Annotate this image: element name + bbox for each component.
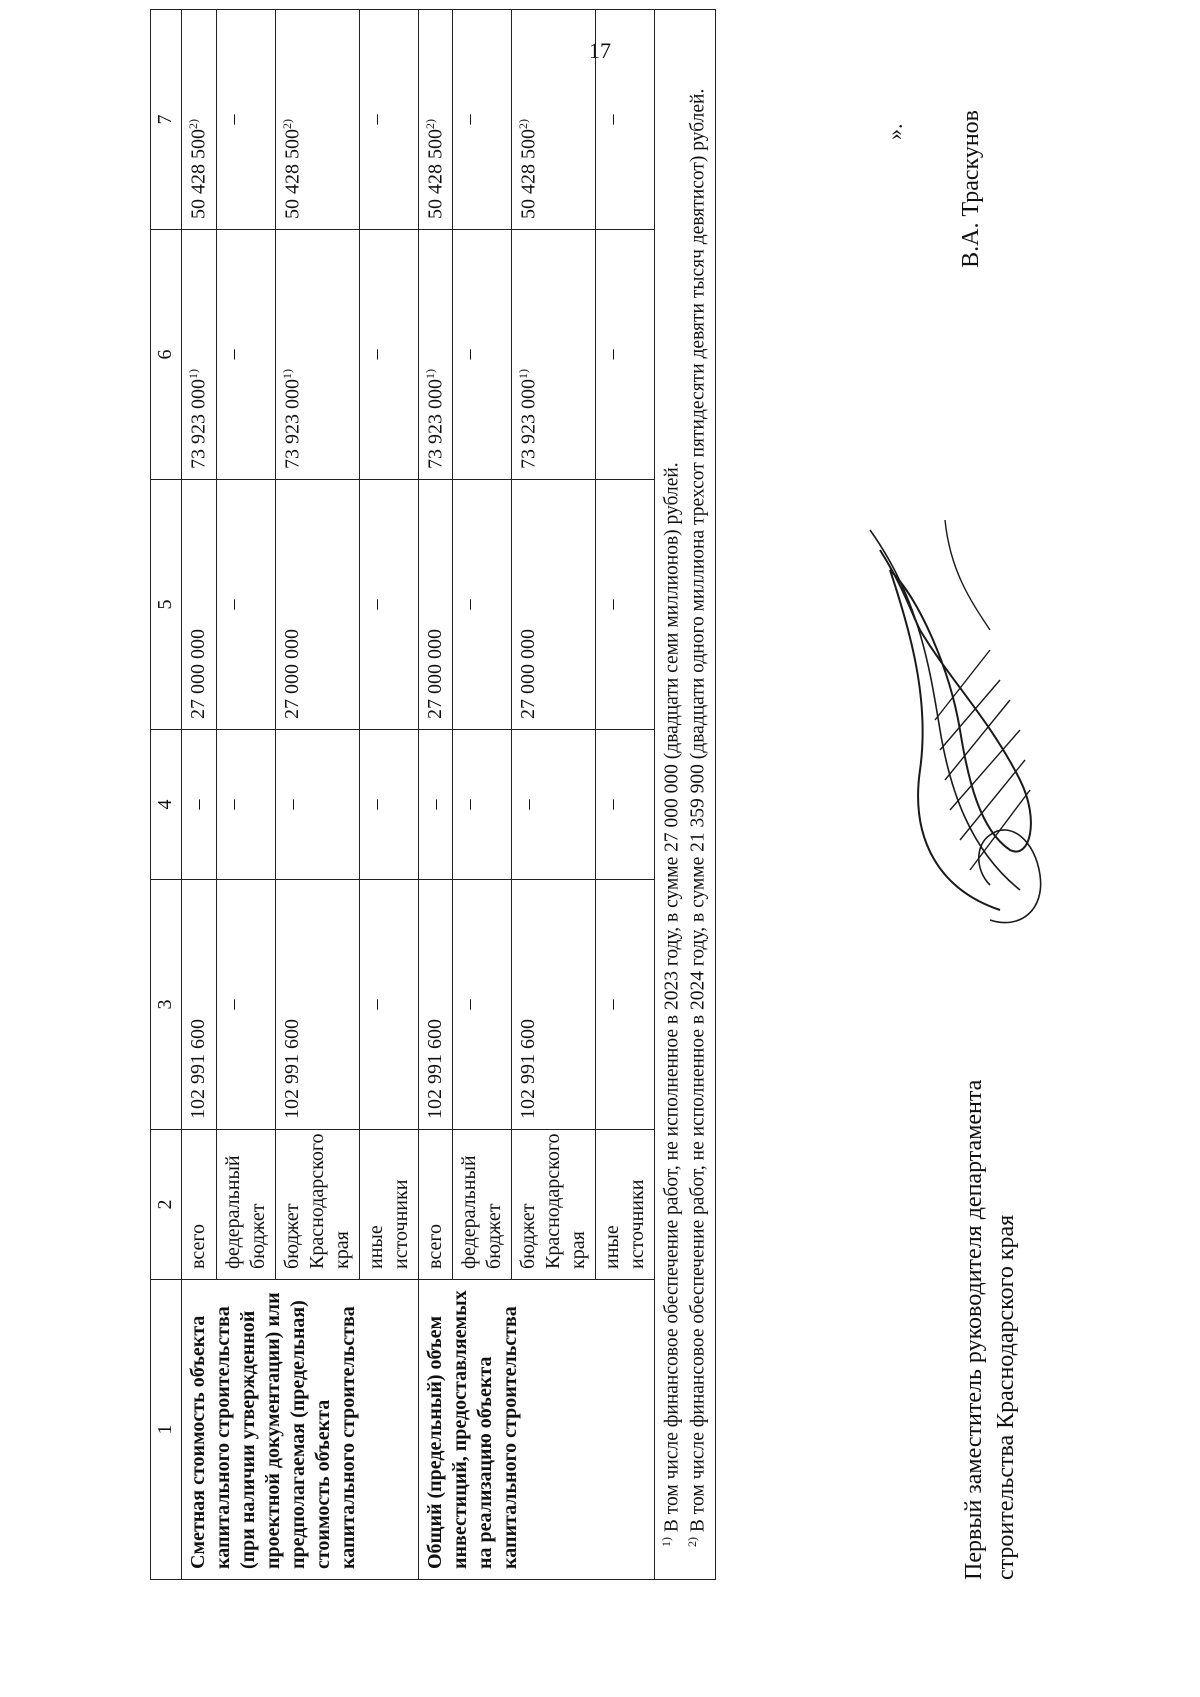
funding-source [359,1130,418,1280]
footnote [685,20,711,1569]
amount-cell-value: – [280,799,303,810]
amount-cell-value: – [601,349,624,360]
column-number: 7 [151,10,182,230]
amount-cell [216,730,275,880]
amount-cell [359,880,418,1130]
column-number: 4 [151,730,182,880]
amount-cell [453,230,512,480]
amount-cell-value: – [364,799,387,810]
amount-cell-value: 102 991 600 [187,1019,209,1119]
amount-cell-value: – [364,114,387,125]
amount-cell [596,480,655,730]
footnote-mark: 1) [422,369,437,379]
amount-cell [418,10,453,230]
footnote-mark: 2) [422,119,437,129]
amount-cell [596,730,655,880]
amount-cell [182,480,217,730]
amount-cell-value: – [458,599,481,610]
landscape-content [150,88,1050,1580]
funding-source-value: бюджет Краснодарского края [280,1133,353,1269]
amount-cell-value: – [221,349,244,360]
amount-cell-value: – [458,999,481,1010]
indicator-label: Сметная стоимость объекта капитального строительства (при наличии утвержденной проектной документации) или предполагаемая (предельная) стоимость объекта капитального строительства [182,1280,419,1580]
amount-cell [275,480,359,730]
amount-cell [512,730,596,880]
amount-cell-value: 102 991 600 [423,1019,446,1119]
footnotes [655,10,716,1580]
amount-cell-value: – [458,349,481,360]
funding-source [216,1130,275,1280]
amount-cell-value: 27 000 000 [187,629,209,719]
amount-cell [453,10,512,230]
footnote-mark: 1) [659,1537,674,1547]
amount-cell-value: – [221,799,244,810]
amount-cell-value: – [423,799,446,810]
amount-cell [359,480,418,730]
amount-cell-value: 73 923 000 [281,379,304,469]
column-number: 5 [151,480,182,730]
table-row [418,10,453,1580]
funding-source-value: иные источники [601,1179,649,1269]
amount-cell [512,230,596,480]
amount-cell [418,880,453,1130]
funding-source [512,1130,596,1280]
footnote [659,20,685,1569]
footnotes-row [655,10,716,1580]
table-row [182,10,217,1580]
amount-cell-value: – [187,799,209,810]
footnote-text: В том числе финансовое обеспечение работ, не исполненное в 2023 году, в сумме 27 000 000 (двадцати семи миллионов) рублей. [661,462,683,1533]
column-number-row [151,10,182,1580]
amount-cell-value: 73 923 000 [424,379,447,469]
amount-cell-value: 50 428 500 [517,129,540,219]
amount-cell [216,880,275,1130]
funding-source-value: всего [423,1223,446,1269]
amount-cell-value: 50 428 500 [187,129,210,219]
amount-cell-value: 102 991 600 [280,1019,303,1119]
amount-cell-value: – [364,599,387,610]
amount-cell [182,230,217,480]
indicator-label: Общий (предельный) объем инвестиций, предоставляемых на реализацию объекта капитального строительства [418,1280,655,1580]
amount-cell [418,230,453,480]
handwritten-signature [850,510,1070,930]
funding-source-value: иные источники [364,1179,412,1269]
amount-cell [418,730,453,880]
funding-source [453,1130,512,1280]
amount-cell [596,230,655,480]
funding-source-value: федеральный бюджет [458,1155,506,1269]
amount-cell-value: – [517,799,540,810]
amount-cell-value: – [458,114,481,125]
amount-cell-value: 50 428 500 [281,129,304,219]
funding-source-value: федеральный бюджет [221,1155,269,1269]
amount-cell-value: – [601,114,624,125]
amount-cell-value: – [221,599,244,610]
amount-cell [596,880,655,1130]
amount-cell [275,10,359,230]
amount-cell [359,230,418,480]
amount-cell [216,480,275,730]
signer-title [958,1080,1023,1580]
amount-cell [359,730,418,880]
amount-cell [512,480,596,730]
funding-source [275,1130,359,1280]
amount-cell-value: 102 991 600 [517,1019,540,1119]
amount-cell [216,10,275,230]
amount-cell [275,230,359,480]
footnote-mark: 1) [516,369,531,379]
amount-cell-value: 73 923 000 [517,379,540,469]
amount-cell [453,880,512,1130]
amount-cell-value: – [364,349,387,360]
amount-cell [453,480,512,730]
amount-cell [182,880,217,1130]
footnote-mark: 2) [279,119,294,129]
column-number: 6 [151,230,182,480]
signer-name: В.А. Траскунов [958,110,984,268]
amount-cell-value: – [221,999,244,1010]
funding-source [596,1130,655,1280]
column-number: 2 [151,1130,182,1280]
amount-cell [182,730,217,880]
amount-cell-value: 27 000 000 [280,629,303,719]
amount-cell [512,880,596,1130]
amount-cell-value: – [601,799,624,810]
funding-source-value: бюджет Краснодарского края [517,1133,590,1269]
footnote-mark: 2) [685,1537,700,1547]
funding-source [418,1130,453,1280]
footnote-mark: 2) [186,119,200,129]
amount-cell [453,730,512,880]
amount-cell [275,730,359,880]
footnote-mark: 1) [279,369,294,379]
amount-cell [512,10,596,230]
budget-table [150,9,716,1580]
amount-cell [275,880,359,1130]
column-number: 1 [151,1280,182,1580]
footnote-mark: 2) [516,119,531,129]
amount-cell-value: – [221,114,244,125]
amount-cell-value: 27 000 000 [517,629,540,719]
amount-cell-value: – [458,799,481,810]
amount-cell [182,10,217,230]
funding-source [182,1130,217,1280]
closing-quote: ». [882,123,907,140]
footnote-text: В том числе финансовое обеспечение работ, не исполненное в 2024 году, в сумме 21 359 900 (двадцати одного миллиона трехсот пятидесяти девяти тысяч девятисот) рублей. [687,88,709,1533]
funding-source-value: всего [187,1223,209,1269]
column-number: 3 [151,880,182,1130]
amount-cell-value: 73 923 000 [187,379,210,469]
amount-cell [216,230,275,480]
amount-cell-value: – [601,999,624,1010]
page-number: 17 [589,38,611,63]
amount-cell-value: – [601,599,624,610]
signer-title-line: строительства Краснодарского края [993,1214,1020,1580]
signer-title-line: Первый заместитель руководителя департамента [961,1079,987,1580]
amount-cell-value: – [364,999,387,1010]
amount-cell-value: 27 000 000 [423,629,446,719]
amount-cell-value: 50 428 500 [424,129,447,219]
amount-cell [596,10,655,230]
amount-cell [359,10,418,230]
footnote-mark: 1) [186,369,200,379]
amount-cell [418,480,453,730]
